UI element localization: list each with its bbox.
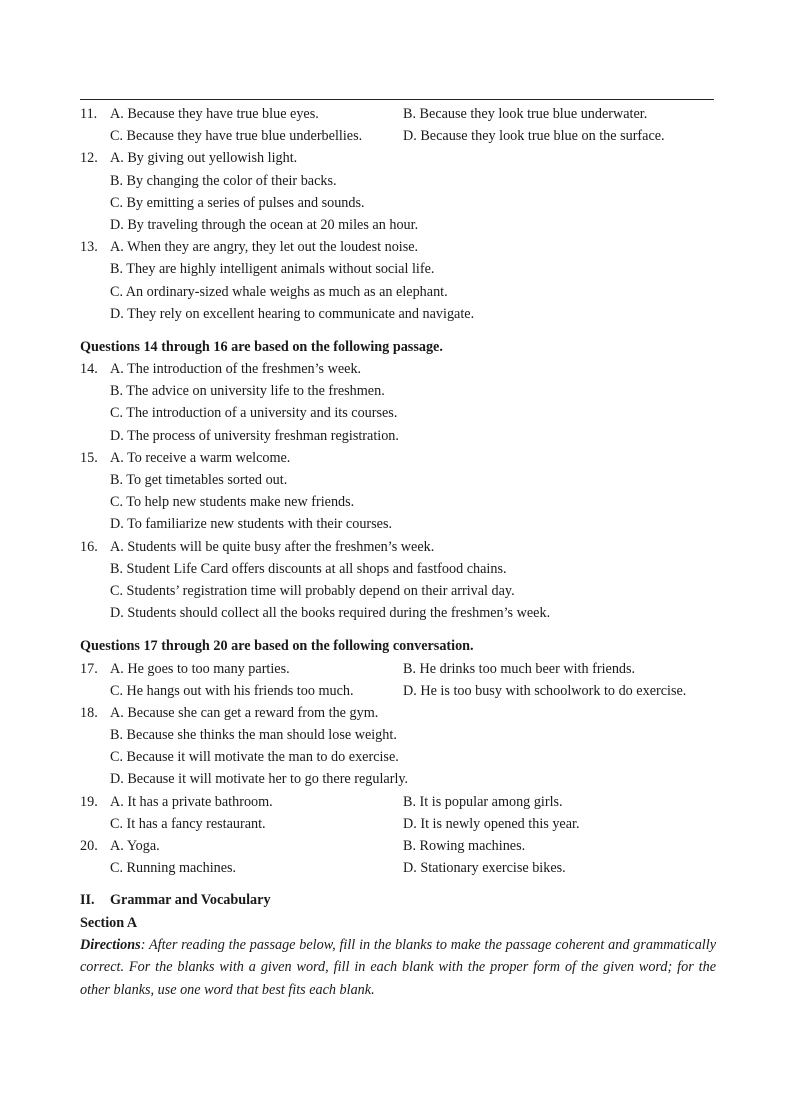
top-rule [80, 99, 714, 100]
subsection-title: Section A [80, 914, 138, 931]
answer-option: C. Because it will motivate the man to do exercise. [110, 749, 399, 766]
section-number: II. [80, 892, 95, 909]
answer-option: A. Yoga. [110, 838, 160, 854]
option-row [80, 791, 716, 813]
option-row [80, 125, 716, 147]
question-number: 19. [80, 793, 98, 810]
question-group-11-13 [80, 103, 716, 325]
answer-option: D. It is newly opened this year. [403, 815, 580, 832]
answer-option: B. Rowing machines. [403, 838, 526, 854]
option-row [80, 380, 716, 402]
answer-option: D. Students should collect all the books required during the freshmen’s week. [110, 605, 551, 622]
answer-option: A. Because she can get a reward from the gym. [110, 704, 379, 721]
question-number: 16. [80, 538, 98, 555]
option-row [80, 425, 716, 447]
answer-option: C. Running machines. [110, 860, 237, 877]
question-number: 17. [80, 660, 98, 677]
answer-option: B. Because they look true blue underwater. [403, 106, 648, 122]
answer-option: B. They are highly intelligent animals without social life. [110, 261, 435, 278]
answer-option: C. The introduction of a university and its courses. [110, 405, 398, 422]
answer-option: D. Because they look true blue on the surface. [403, 128, 665, 145]
option-row [80, 447, 716, 469]
option-row [80, 402, 716, 424]
answer-option: D. Because it will motivate her to go there regularly. [110, 771, 409, 788]
answer-option: B. By changing the color of their backs. [110, 172, 337, 189]
section-title [80, 889, 716, 911]
question-number: 14. [80, 361, 98, 378]
question-number: 15. [80, 449, 98, 466]
question-number: 11. [80, 106, 98, 122]
option-row [80, 602, 716, 624]
answer-option: D. To familiarize new students with their courses. [110, 516, 393, 533]
answer-option: B. He drinks too much beer with friends. [403, 660, 636, 677]
answer-option: B. Student Life Card offers discounts at all shops and fastfood chains. [110, 560, 507, 577]
option-row [80, 746, 716, 768]
answer-option: C. Students’ registration time will probably depend on their arrival day. [110, 582, 515, 599]
option-row [80, 702, 716, 724]
answer-option: D. By traveling through the ocean at 20 miles an hour. [110, 216, 419, 233]
question-group-14-16 [80, 358, 716, 624]
answer-option: A. When they are angry, they let out the loudest noise. [110, 239, 419, 256]
question-number: 18. [80, 704, 98, 721]
option-row [80, 536, 716, 558]
option-row [80, 258, 716, 280]
answer-option: C. By emitting a series of pulses and sounds. [110, 194, 365, 211]
answer-option: A. He goes to too many parties. [110, 660, 290, 677]
answer-option: B. The advice on university life to the freshmen. [110, 383, 385, 400]
option-row [80, 303, 716, 325]
passage-heading-14-16: Questions 14 through 16 are based on the following passage. [80, 338, 443, 355]
option-row [80, 580, 716, 602]
directions-label: Directions [80, 936, 141, 953]
answer-option: A. The introduction of the freshmen’s week. [110, 361, 362, 378]
option-row [80, 857, 716, 879]
answer-option: D. Stationary exercise bikes. [403, 860, 566, 877]
answer-option: A. Because they have true blue eyes. [110, 106, 319, 122]
answer-option: B. To get timetables sorted out. [110, 472, 288, 488]
answer-option: C. He hangs out with his friends too much. [110, 682, 354, 699]
option-row [80, 214, 716, 236]
directions-text: : After reading the passage below, fill in the blanks to make the passage coherent and grammatically correct. For the blanks with a given word, fill in each blank with the proper form of the given word; for the other blanks, use one word that best fits each blank. [80, 936, 716, 998]
option-row [80, 236, 716, 258]
option-row [80, 358, 716, 380]
answer-option: B. It is popular among girls. [403, 793, 563, 810]
option-row [80, 192, 716, 214]
answer-option: C. Because they have true blue underbellies. [110, 128, 363, 145]
question-number: 20. [80, 838, 98, 854]
option-row [80, 103, 716, 125]
option-row [80, 680, 716, 702]
question-number: 12. [80, 150, 98, 167]
question-number: 13. [80, 239, 98, 256]
option-row [80, 658, 716, 680]
answer-option: C. It has a fancy restaurant. [110, 815, 266, 832]
answer-option: A. It has a private bathroom. [110, 793, 273, 810]
option-row [80, 170, 716, 192]
option-row [80, 491, 716, 513]
question-group-17-20 [80, 658, 716, 880]
answer-option: A. Students will be quite busy after the freshmen’s week. [110, 538, 435, 555]
section-name: Grammar and Vocabulary [110, 892, 271, 909]
option-row [80, 813, 716, 835]
answer-option: A. To receive a warm welcome. [110, 449, 291, 466]
answer-option: A. By giving out yellowish light. [110, 150, 298, 167]
answer-option: D. He is too busy with schoolwork to do exercise. [403, 682, 687, 699]
option-row [80, 768, 716, 790]
option-row [80, 724, 716, 746]
answer-option: C. An ordinary-sized whale weighs as much as an elephant. [110, 283, 448, 300]
option-row [80, 835, 716, 857]
option-row [80, 513, 716, 535]
option-row [80, 281, 716, 303]
directions-paragraph [80, 934, 716, 1001]
answer-option: D. They rely on excellent hearing to communicate and navigate. [110, 305, 475, 322]
exam-page [80, 103, 716, 1001]
answer-option: C. To help new students make new friends. [110, 494, 355, 511]
conversation-heading-17-20: Questions 17 through 20 are based on the following conversation. [80, 638, 474, 655]
answer-option: D. The process of university freshman registration. [110, 427, 399, 444]
option-row [80, 558, 716, 580]
answer-option: B. Because she thinks the man should lose weight. [110, 727, 397, 744]
option-row [80, 469, 716, 491]
option-row [80, 147, 716, 169]
